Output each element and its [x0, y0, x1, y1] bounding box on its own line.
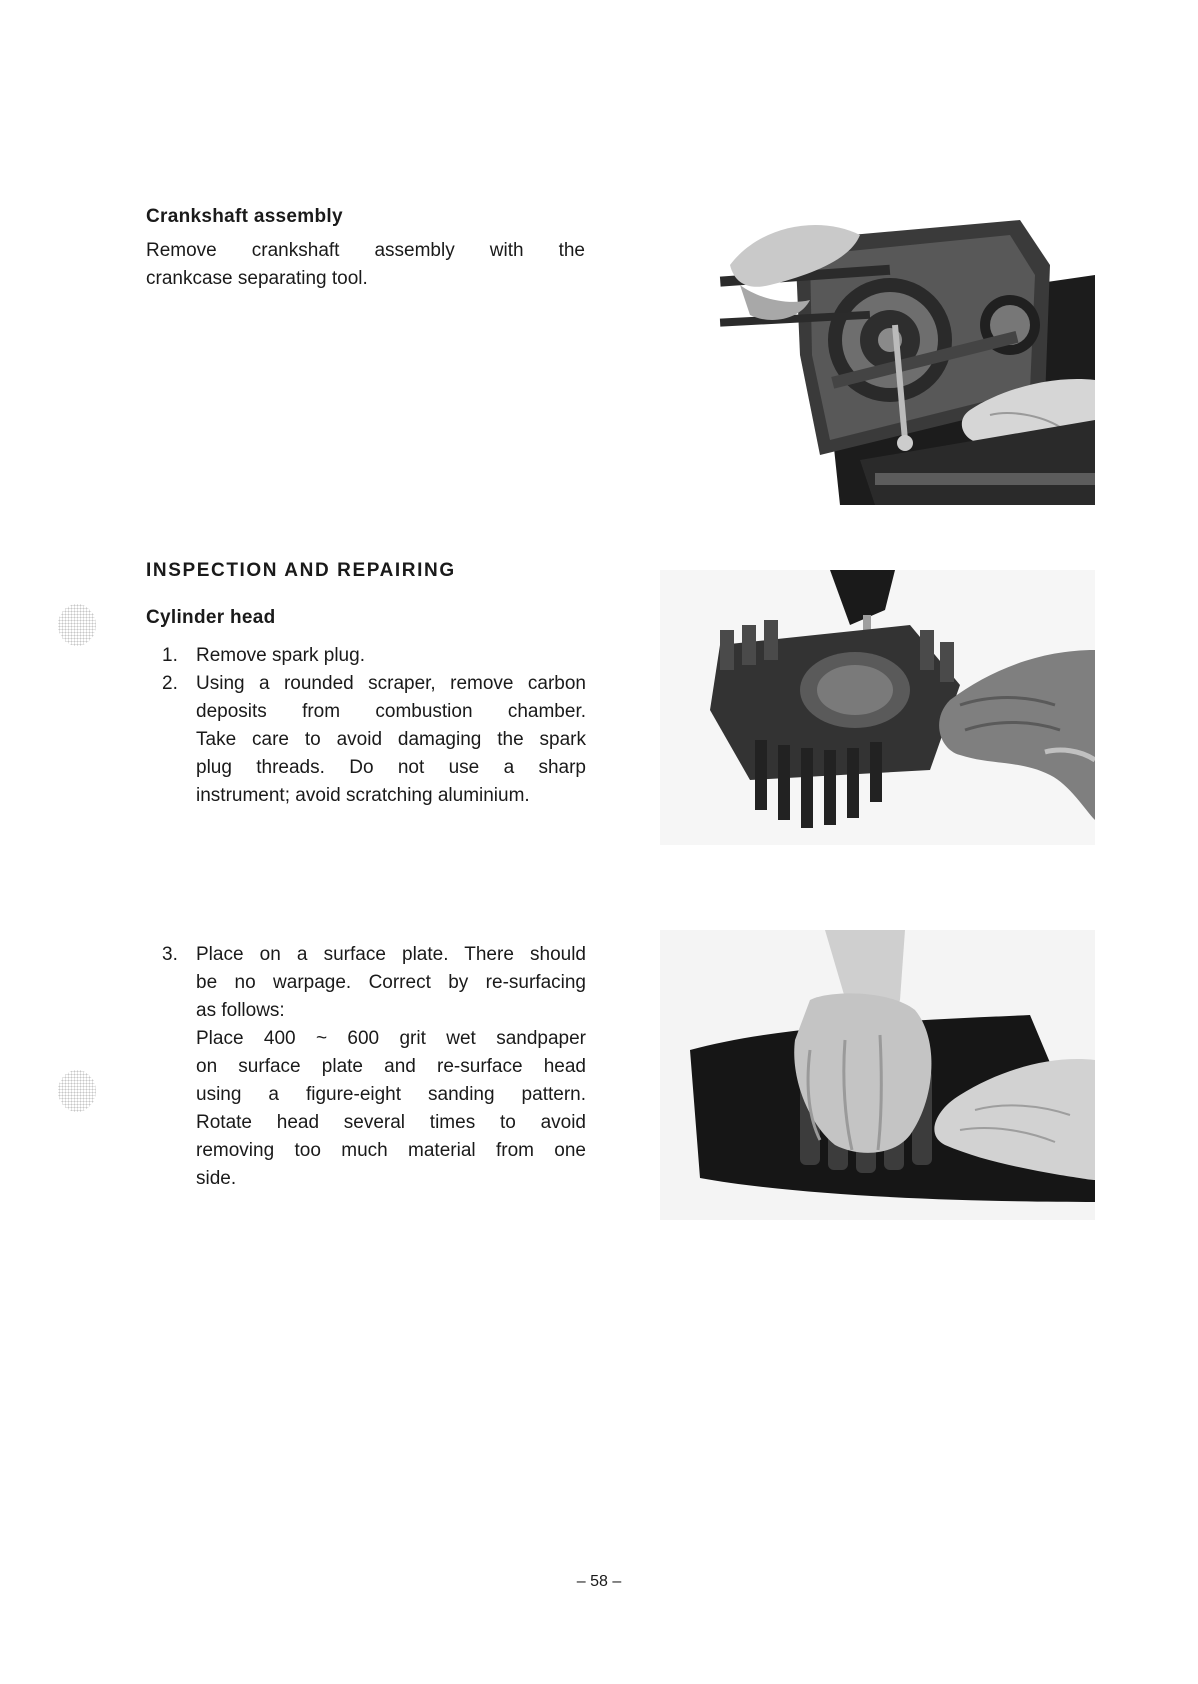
- step-3-line: on surface plate and re-surface head: [196, 1056, 586, 1077]
- step-3-number: 3.: [162, 944, 178, 965]
- page-number: – 58 –: [576, 1573, 622, 1590]
- crankshaft-line-1: Remove crankshaft assembly with the: [146, 240, 585, 261]
- punch-hole-upper: [58, 604, 96, 646]
- step-3-line: Rotate head several times to avoid: [196, 1112, 586, 1133]
- punch-hole-lower: [58, 1070, 96, 1112]
- step-1-text: [196, 642, 586, 670]
- step-1-line: Remove spark plug.: [196, 645, 365, 666]
- step-2-line: Using a rounded scraper, remove carbon: [196, 673, 586, 694]
- step-2-line: plug threads. Do not use a sharp: [196, 757, 586, 778]
- step-3-line: Place 400 ~ 600 grit wet sandpaper: [196, 1028, 586, 1049]
- crankshaft-heading: Crankshaft assembly: [146, 206, 343, 227]
- step-3-line: as follows:: [196, 1000, 285, 1021]
- crankshaft-line-2: crankcase separating tool.: [146, 268, 368, 289]
- step-2-line: deposits from combustion chamber.: [196, 701, 586, 722]
- step-2-number: 2.: [162, 673, 178, 694]
- photo-crankcase-separating-tool: [700, 205, 1095, 505]
- step-2-line: Take care to avoid damaging the spark: [196, 729, 586, 750]
- photo-cylinder-head-scraping: [660, 570, 1095, 845]
- photo-resurfacing-on-sandpaper: [660, 930, 1095, 1220]
- step-2-line: instrument; avoid scratching aluminium.: [196, 785, 530, 806]
- step-3-line: side.: [196, 1168, 237, 1189]
- inspection-title: INSPECTION AND REPAIRING: [146, 560, 456, 581]
- cylinder-head-heading: Cylinder head: [146, 607, 276, 628]
- step-3-line: using a figure-eight sanding pattern.: [196, 1084, 586, 1105]
- step-3-line: be no warpage. Correct by re-surfacing: [196, 972, 586, 993]
- step-3-text: [196, 941, 586, 1193]
- step-3-line: removing too much material from one: [196, 1140, 586, 1161]
- step-1-number: 1.: [162, 645, 178, 666]
- step-2-text: [196, 670, 586, 810]
- step-3-line: Place on a surface plate. There should: [196, 944, 586, 965]
